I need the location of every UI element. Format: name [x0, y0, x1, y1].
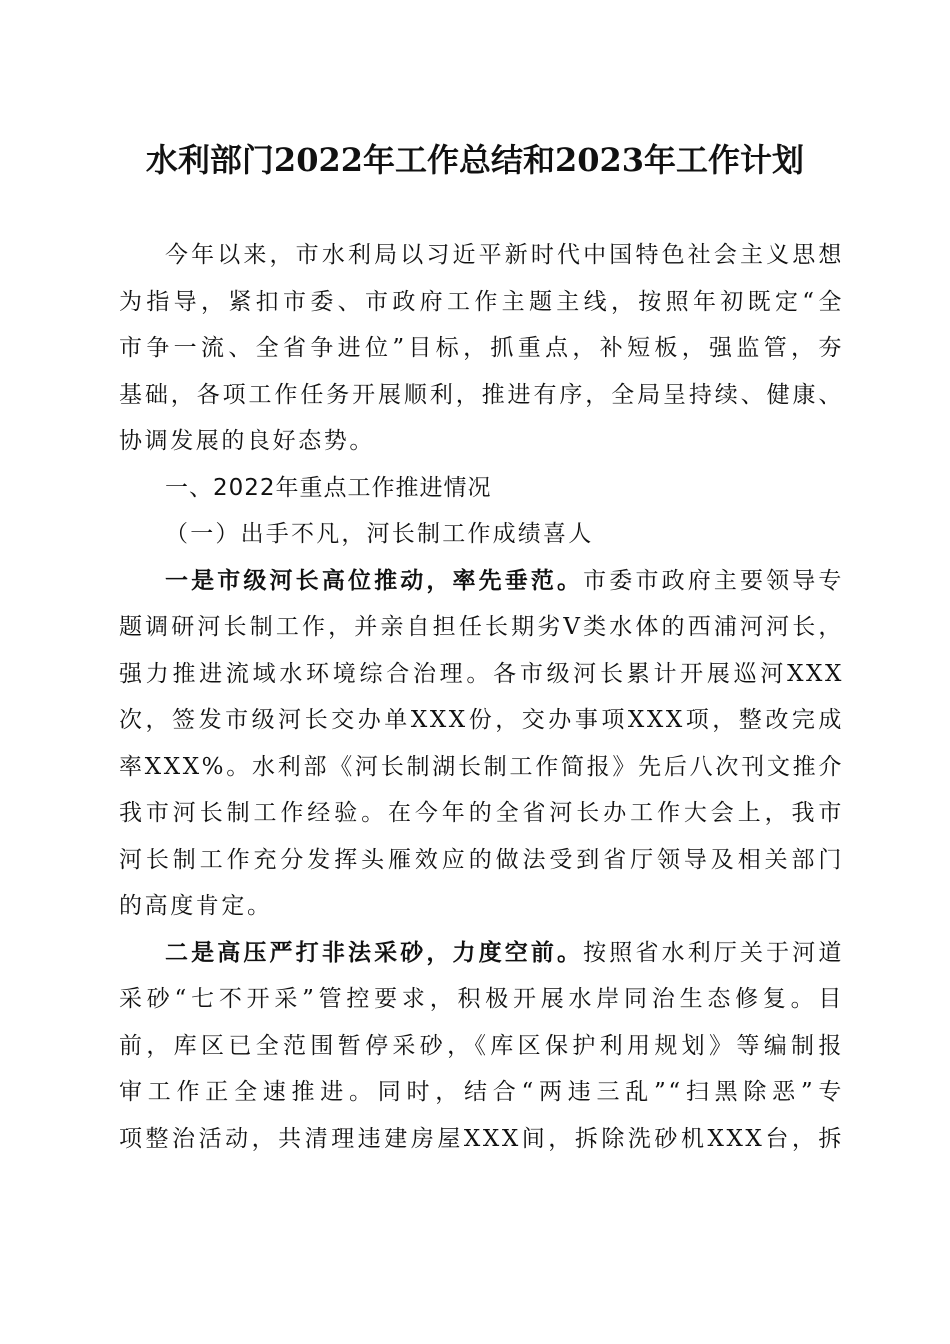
text-run: 按照省水利厅关于河道: [583, 939, 844, 966]
section-heading: 一、2022年重点工作推进情况: [165, 474, 492, 501]
text-line: [119, 930, 844, 977]
document-title: 水利部门2022年工作总结和2023年工作计划: [145, 141, 805, 179]
document-body: [119, 232, 844, 1162]
paragraph-sand-mining: [119, 930, 844, 1163]
text-line: 题调研河长制工作，并亲自担任长期劣Ⅴ类水体的西浦河河长，: [119, 614, 844, 640]
subsection-heading: （一）出手不凡，河长制工作成绩喜人: [165, 521, 594, 547]
paragraph-lead: 二是高压严打非法采砂，力度空前。: [165, 938, 584, 966]
text-line: 审工作正全速推进。同时，结合“两违三乱”“扫黑除恶”专: [119, 1079, 844, 1105]
text-line: [119, 558, 844, 605]
intro-paragraph: [119, 232, 844, 465]
text-line: 协调发展的良好态势。: [119, 428, 375, 454]
text-line: 我市河长制工作经验。在今年的全省河长办工作大会上，我市: [119, 800, 844, 826]
text-line: 前，库区已全范围暂停采砂，《库区保护利用规划》等编制报: [119, 1032, 844, 1059]
text-line: 市争一流、全省争进位”目标，抓重点，补短板，强监管，夯: [119, 335, 844, 361]
text-line: 强力推进流域水环境综合治理。各市级河长累计开展巡河XXX: [119, 660, 844, 687]
text-run: 市委市政府主要领导专: [583, 567, 844, 594]
paragraph-river-chief: [119, 558, 844, 930]
text-line: 今年以来，市水利局以习近平新时代中国特色社会主义思想: [165, 242, 844, 268]
text-line: 次，签发市级河长交办单XXX份，交办事项XXX项，整改完成: [119, 707, 844, 733]
text-line: 为指导，紧扣市委、市政府工作主题主线，按照年初既定“全: [119, 288, 844, 315]
text-line: 河长制工作充分发挥头雁效应的做法受到省厅领导及相关部门: [119, 846, 844, 873]
text-line: 基础，各项工作任务开展顺利，推进有序，全局呈持续、健康、: [119, 381, 844, 408]
text-line: 的高度肯定。: [119, 893, 273, 919]
text-line: 率XXX%。水利部《河长制湖长制工作简报》先后八次刊文推介: [119, 753, 844, 780]
paragraph-lead: 一是市级河长高位推动，率先垂范。: [165, 566, 584, 594]
text-line: 采砂“七不开采”管控要求，积极开展水岸同治生态修复。目: [119, 986, 844, 1012]
text-line: 项整治活动，共清理违建房屋XXX间，拆除洗砂机XXX台，拆: [119, 1125, 844, 1152]
